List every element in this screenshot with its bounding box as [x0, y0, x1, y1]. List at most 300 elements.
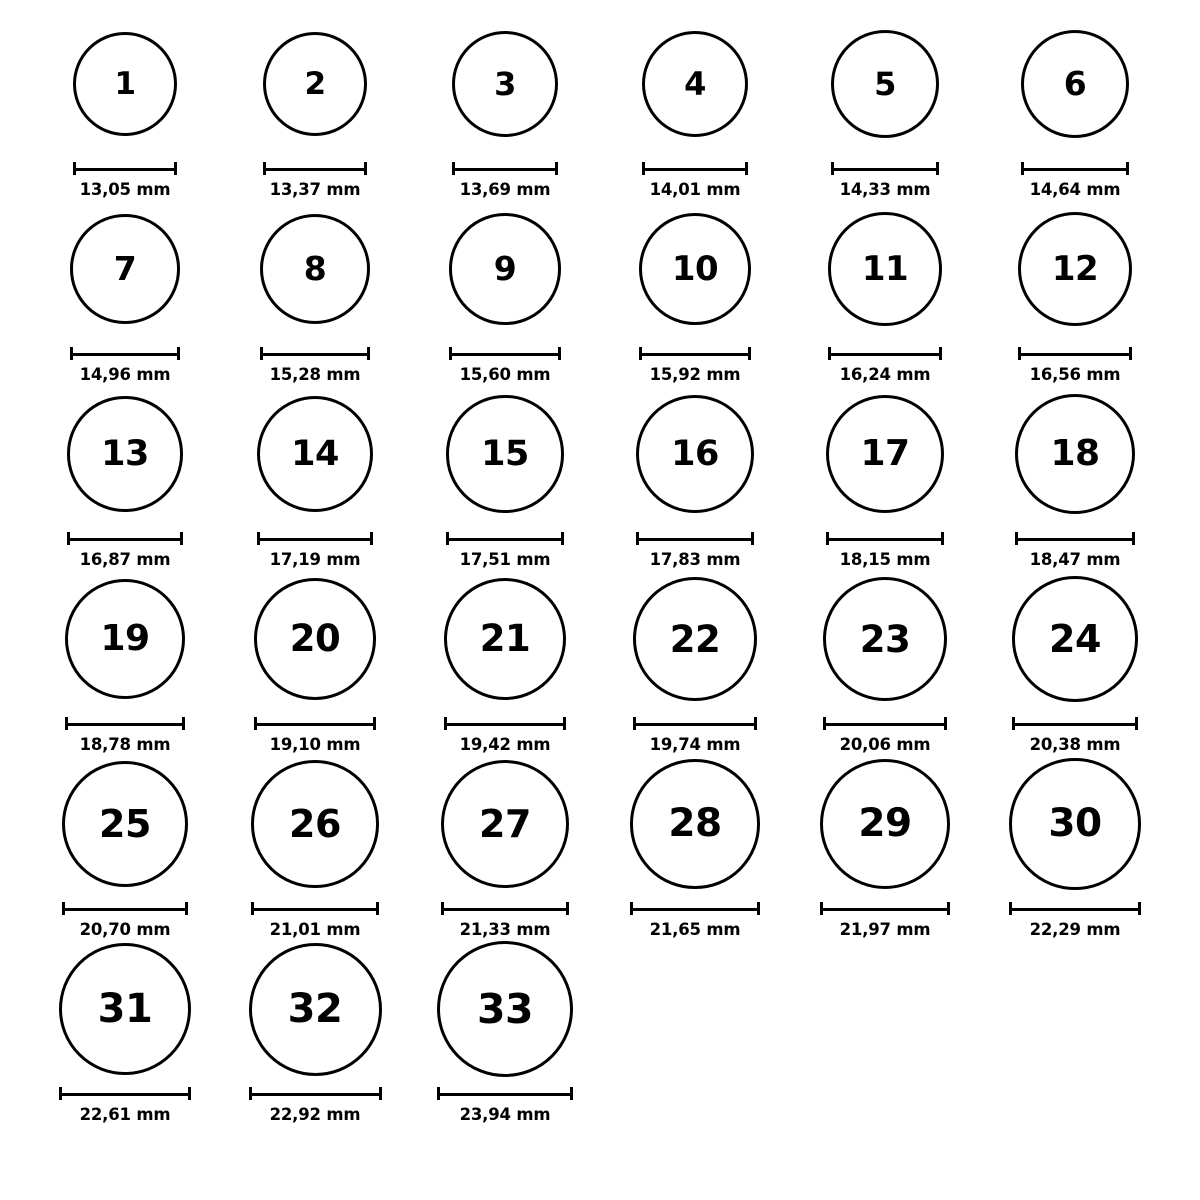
ring-size-number: 4 [684, 65, 706, 103]
diameter-label: 20,06 mm [839, 735, 931, 754]
measure-cap-right [1129, 347, 1132, 360]
measure-line [452, 168, 558, 171]
measure-line [642, 168, 749, 171]
measure-cap-right [379, 1087, 382, 1100]
ring-size-cell[interactable] [30, 754, 220, 939]
measure-line [823, 723, 948, 726]
ring-circle-wrap [441, 754, 569, 894]
diameter-label: 17,83 mm [649, 550, 741, 569]
diameter-label: 16,24 mm [839, 365, 931, 384]
ring-size-cell[interactable] [790, 569, 980, 754]
ring-circle [820, 759, 950, 889]
ring-circle-wrap [437, 939, 573, 1079]
ring-circle-wrap [1015, 384, 1135, 524]
diameter-label: 20,70 mm [79, 920, 171, 939]
diameter-measure-bar [437, 1087, 573, 1100]
measure-line [251, 908, 378, 911]
measure-line [59, 1093, 191, 1096]
diameter-measure-bar [257, 532, 373, 545]
measure-cap-left [446, 532, 449, 545]
ring-circle-wrap [59, 939, 191, 1079]
measure-cap-left [67, 532, 70, 545]
ring-size-number: 20 [289, 617, 341, 661]
ring-size-cell[interactable] [410, 754, 600, 939]
ring-circle-wrap [820, 754, 950, 894]
diameter-measure-bar [823, 717, 948, 730]
ring-circle-wrap [67, 384, 182, 524]
measure-line [1021, 168, 1130, 171]
measure-cap-left [642, 162, 645, 175]
ring-size-number: 22 [669, 617, 721, 661]
ring-size-number: 2 [304, 65, 326, 102]
measure-cap-right [745, 162, 748, 175]
ring-circle [1018, 212, 1132, 326]
measure-cap-right [376, 902, 379, 915]
diameter-measure-bar [1021, 162, 1130, 175]
measure-cap-left [59, 1087, 62, 1100]
ring-size-number: 32 [287, 986, 343, 1032]
measure-cap-right [185, 902, 188, 915]
ring-circle [441, 760, 569, 888]
ring-row [30, 754, 1170, 939]
ring-circle [1021, 30, 1130, 139]
ring-size-cell[interactable] [220, 14, 410, 199]
diameter-label: 19,74 mm [649, 735, 741, 754]
measure-cap-left [452, 162, 455, 175]
ring-size-number: 1 [114, 65, 136, 102]
measure-cap-right [936, 162, 939, 175]
measure-cap-left [1021, 162, 1024, 175]
diameter-label: 22,29 mm [1029, 920, 1121, 939]
ring-size-cell[interactable] [980, 754, 1170, 939]
ring-size-cell[interactable] [600, 384, 790, 569]
ring-circle [249, 943, 382, 1076]
measure-line [831, 168, 939, 171]
ring-circle [444, 578, 567, 701]
ring-size-number: 5 [874, 65, 896, 103]
diameter-measure-bar [446, 532, 563, 545]
ring-row [30, 569, 1170, 754]
ring-size-cell[interactable] [790, 384, 980, 569]
ring-circle [62, 761, 188, 887]
diameter-label: 18,15 mm [839, 550, 931, 569]
measure-cap-right [566, 902, 569, 915]
measure-cap-left [65, 717, 68, 730]
ring-size-number: 30 [1048, 801, 1102, 847]
diameter-measure-bar [441, 902, 569, 915]
ring-circle [65, 579, 186, 700]
measure-line [257, 538, 373, 541]
ring-circle [639, 213, 751, 325]
ring-circle [831, 30, 939, 138]
measure-cap-left [1015, 532, 1018, 545]
diameter-measure-bar [630, 902, 759, 915]
ring-circle [630, 759, 759, 888]
measure-cap-left [263, 162, 266, 175]
measure-cap-right [180, 532, 183, 545]
diameter-measure-bar [73, 162, 177, 175]
measure-cap-left [820, 902, 823, 915]
ring-circle-wrap [639, 199, 751, 339]
ring-size-cell[interactable] [220, 754, 410, 939]
ring-circle-wrap [831, 14, 939, 154]
ring-size-cell[interactable] [30, 569, 220, 754]
diameter-measure-bar [633, 717, 757, 730]
diameter-label: 21,33 mm [459, 920, 551, 939]
ring-circle-wrap [826, 384, 945, 524]
ring-circle-wrap [70, 199, 180, 339]
ring-circle [636, 395, 754, 513]
measure-line [444, 723, 567, 726]
diameter-measure-bar [70, 347, 180, 360]
ring-size-number: 27 [479, 801, 531, 846]
ring-circle-wrap [642, 14, 749, 154]
ring-circle [437, 941, 573, 1077]
ring-circle-wrap [636, 384, 754, 524]
measure-line [633, 723, 757, 726]
ring-size-number: 11 [861, 248, 909, 289]
measure-cap-left [73, 162, 76, 175]
ring-size-number: 6 [1063, 64, 1087, 104]
diameter-label: 20,38 mm [1029, 735, 1121, 754]
ring-circle-wrap [263, 14, 368, 154]
ring-circle [449, 213, 560, 324]
ring-circle [823, 577, 948, 702]
diameter-label: 21,01 mm [269, 920, 361, 939]
ring-size-number: 10 [671, 248, 719, 289]
measure-cap-left [257, 532, 260, 545]
measure-cap-left [444, 717, 447, 730]
ring-size-number: 25 [99, 802, 151, 846]
ring-size-cell[interactable] [980, 199, 1170, 384]
measure-line [828, 353, 941, 356]
ring-circle-wrap [249, 939, 382, 1079]
ring-circle [67, 396, 182, 511]
measure-cap-left [251, 902, 254, 915]
measure-cap-left [260, 347, 263, 360]
ring-size-cell[interactable] [980, 14, 1170, 199]
measure-cap-right [1126, 162, 1129, 175]
ring-size-number: 12 [1051, 249, 1099, 289]
measure-cap-right [748, 347, 751, 360]
measure-line [67, 538, 182, 541]
ring-size-number: 13 [101, 433, 149, 474]
measure-line [1012, 723, 1138, 726]
ring-size-cell[interactable] [220, 569, 410, 754]
measure-line [70, 353, 180, 356]
measure-line [73, 168, 177, 171]
ring-size-cell[interactable] [410, 14, 600, 199]
measure-cap-left [828, 347, 831, 360]
ring-size-number: 8 [303, 249, 327, 289]
measure-cap-left [823, 717, 826, 730]
ring-circle [633, 577, 757, 701]
ring-size-cell[interactable] [600, 14, 790, 199]
ring-size-number: 29 [858, 801, 912, 847]
ring-row [30, 384, 1170, 569]
measure-cap-right [1138, 902, 1141, 915]
ring-circle-wrap [446, 384, 563, 524]
diameter-label: 15,92 mm [649, 365, 741, 384]
measure-line [826, 538, 945, 541]
ring-size-cell[interactable] [600, 754, 790, 939]
measure-cap-left [249, 1087, 252, 1100]
diameter-label: 16,87 mm [79, 550, 171, 569]
measure-cap-right [364, 162, 367, 175]
measure-cap-right [751, 532, 754, 545]
measure-cap-left [70, 347, 73, 360]
measure-line [1018, 353, 1132, 356]
ring-circle-wrap [444, 569, 567, 709]
measure-cap-right [177, 347, 180, 360]
diameter-measure-bar [251, 902, 378, 915]
diameter-label: 21,97 mm [839, 920, 931, 939]
ring-circle-wrap [1018, 199, 1132, 339]
ring-size-number: 17 [860, 432, 910, 474]
measure-cap-right [373, 717, 376, 730]
measure-line [446, 538, 563, 541]
diameter-label: 15,28 mm [269, 365, 361, 384]
measure-cap-left [449, 347, 452, 360]
diameter-measure-bar [444, 717, 567, 730]
measure-cap-right [188, 1087, 191, 1100]
ring-size-cell[interactable] [600, 199, 790, 384]
ring-circle-wrap [630, 754, 759, 894]
measure-cap-right [558, 347, 561, 360]
ring-circle-wrap [254, 569, 376, 709]
diameter-measure-bar [831, 162, 939, 175]
ring-size-number: 23 [859, 617, 911, 661]
ring-circle-wrap [1021, 14, 1130, 154]
measure-line [630, 908, 759, 911]
ring-circle [70, 214, 180, 324]
ring-circle-wrap [1012, 569, 1138, 709]
diameter-measure-bar [828, 347, 941, 360]
ring-circle-wrap [260, 199, 371, 339]
ring-circle [826, 395, 945, 514]
measure-cap-right [182, 717, 185, 730]
ring-circle [263, 32, 368, 137]
ring-size-number: 33 [476, 984, 534, 1033]
diameter-measure-bar [452, 162, 558, 175]
measure-cap-right [563, 717, 566, 730]
diameter-measure-bar [820, 902, 950, 915]
measure-cap-right [944, 717, 947, 730]
diameter-measure-bar [254, 717, 376, 730]
ring-circle-wrap [257, 384, 373, 524]
measure-line [62, 908, 188, 911]
ring-circle [254, 578, 376, 700]
diameter-measure-bar [260, 347, 371, 360]
ring-size-number: 7 [113, 249, 137, 289]
ring-size-cell[interactable] [980, 384, 1170, 569]
measure-line [263, 168, 368, 171]
ring-circle-wrap [1009, 754, 1140, 894]
diameter-label: 19,42 mm [459, 735, 551, 754]
ring-circle-wrap [62, 754, 188, 894]
diameter-label: 14,64 mm [1029, 180, 1121, 199]
measure-cap-left [826, 532, 829, 545]
diameter-label: 14,96 mm [79, 365, 171, 384]
ring-circle [260, 214, 371, 325]
measure-cap-right [754, 717, 757, 730]
ring-circle-wrap [452, 14, 558, 154]
ring-circle-wrap [65, 569, 186, 709]
measure-line [260, 353, 371, 356]
diameter-measure-bar [249, 1087, 382, 1100]
diameter-measure-bar [59, 1087, 191, 1100]
ring-circle-wrap [251, 754, 378, 894]
ring-circle [1009, 758, 1140, 889]
measure-line [254, 723, 376, 726]
ring-size-cell[interactable] [410, 569, 600, 754]
ring-circle [642, 31, 749, 138]
ring-size-number: 28 [668, 801, 722, 847]
diameter-label: 16,56 mm [1029, 365, 1121, 384]
measure-line [820, 908, 950, 911]
ring-size-number: 19 [100, 617, 150, 659]
ring-size-number: 26 [289, 802, 341, 846]
ring-circle [452, 31, 558, 137]
diameter-measure-bar [65, 717, 186, 730]
ring-circle [251, 760, 378, 887]
measure-cap-left [633, 717, 636, 730]
ring-size-cell[interactable] [30, 199, 220, 384]
diameter-measure-bar [1015, 532, 1135, 545]
ring-circle [257, 396, 373, 512]
measure-cap-left [441, 902, 444, 915]
ring-size-cell[interactable] [790, 754, 980, 939]
ring-circle-wrap [828, 199, 941, 339]
measure-cap-left [636, 532, 639, 545]
diameter-label: 21,65 mm [649, 920, 741, 939]
ring-size-cell[interactable] [410, 939, 600, 1124]
ring-size-number: 15 [481, 433, 529, 474]
diameter-measure-bar [636, 532, 754, 545]
measure-line [639, 353, 751, 356]
ring-size-number: 14 [291, 433, 339, 474]
diameter-label: 22,92 mm [269, 1105, 361, 1124]
diameter-measure-bar [67, 532, 182, 545]
ring-size-cell[interactable] [30, 384, 220, 569]
diameter-label: 14,01 mm [649, 180, 741, 199]
diameter-label: 22,61 mm [79, 1105, 171, 1124]
measure-line [65, 723, 186, 726]
ring-circle-wrap [449, 199, 560, 339]
measure-cap-left [437, 1087, 440, 1100]
measure-line [1009, 908, 1140, 911]
ring-size-cell[interactable] [220, 384, 410, 569]
ring-size-cell[interactable] [980, 569, 1170, 754]
ring-size-cell[interactable] [30, 14, 220, 199]
ring-size-cell[interactable] [600, 569, 790, 754]
ring-size-cell[interactable] [410, 199, 600, 384]
measure-cap-right [941, 532, 944, 545]
measure-cap-left [639, 347, 642, 360]
measure-cap-left [254, 717, 257, 730]
measure-line [636, 538, 754, 541]
ring-row [30, 14, 1170, 199]
ring-circle [446, 395, 563, 512]
ring-size-number: 21 [479, 617, 531, 661]
ring-circle [828, 212, 941, 325]
diameter-measure-bar [826, 532, 945, 545]
ring-size-number: 16 [671, 433, 719, 474]
diameter-label: 13,37 mm [269, 180, 361, 199]
measure-cap-right [561, 532, 564, 545]
diameter-measure-bar [263, 162, 368, 175]
ring-row [30, 199, 1170, 384]
ring-size-cell[interactable] [410, 384, 600, 569]
measure-cap-right [1132, 532, 1135, 545]
diameter-label: 13,69 mm [459, 180, 551, 199]
diameter-measure-bar [1018, 347, 1132, 360]
diameter-label: 14,33 mm [839, 180, 931, 199]
ring-row [30, 939, 1170, 1124]
measure-line [441, 908, 569, 911]
ring-size-number: 24 [1049, 617, 1101, 661]
ring-size-number: 3 [494, 65, 516, 103]
measure-cap-left [831, 162, 834, 175]
ring-size-number: 9 [493, 249, 517, 289]
ring-size-number: 18 [1050, 432, 1100, 474]
diameter-label: 17,19 mm [269, 550, 361, 569]
measure-cap-left [62, 902, 65, 915]
diameter-label: 17,51 mm [459, 550, 551, 569]
ring-circle [73, 32, 177, 136]
diameter-measure-bar [639, 347, 751, 360]
measure-cap-left [1009, 902, 1012, 915]
measure-cap-right [370, 532, 373, 545]
measure-cap-left [630, 902, 633, 915]
measure-line [1015, 538, 1135, 541]
measure-cap-right [939, 347, 942, 360]
ring-size-cell[interactable] [220, 199, 410, 384]
ring-circle [1012, 576, 1138, 702]
diameter-label: 18,78 mm [79, 735, 171, 754]
ring-size-cell[interactable] [790, 14, 980, 199]
diameter-label: 15,60 mm [459, 365, 551, 384]
diameter-measure-bar [1012, 717, 1138, 730]
ring-circle-wrap [633, 569, 757, 709]
measure-cap-right [947, 902, 950, 915]
ring-size-cell[interactable] [220, 939, 410, 1124]
ring-circle [59, 943, 191, 1075]
measure-line [249, 1093, 382, 1096]
measure-cap-right [570, 1087, 573, 1100]
diameter-label: 19,10 mm [269, 735, 361, 754]
diameter-label: 18,47 mm [1029, 550, 1121, 569]
ring-size-cell[interactable] [790, 199, 980, 384]
measure-cap-right [555, 162, 558, 175]
measure-line [437, 1093, 573, 1096]
measure-cap-right [1135, 717, 1138, 730]
measure-cap-right [367, 347, 370, 360]
measure-cap-right [174, 162, 177, 175]
measure-cap-left [1012, 717, 1015, 730]
diameter-measure-bar [62, 902, 188, 915]
diameter-measure-bar [642, 162, 749, 175]
diameter-label: 23,94 mm [459, 1105, 551, 1124]
diameter-measure-bar [449, 347, 560, 360]
ring-circle-wrap [823, 569, 948, 709]
ring-circle-wrap [73, 14, 177, 154]
diameter-label: 13,05 mm [79, 180, 171, 199]
measure-cap-left [1018, 347, 1021, 360]
ring-circle [1015, 394, 1135, 514]
ring-size-cell[interactable] [30, 939, 220, 1124]
ring-size-number: 31 [97, 985, 153, 1032]
